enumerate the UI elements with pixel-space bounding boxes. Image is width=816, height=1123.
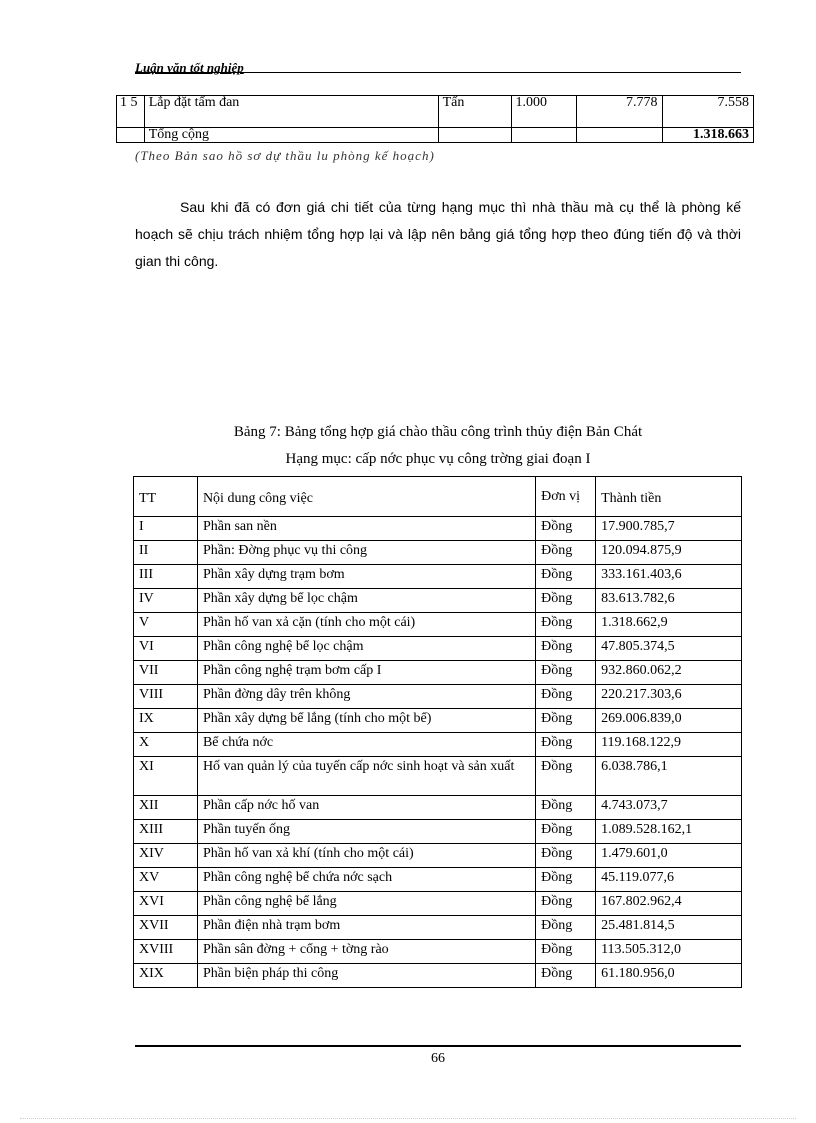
row-amount: 45.119.077,6 <box>596 868 742 892</box>
row-content: Phần đờng dây trên không <box>197 685 535 709</box>
row-content: Phần sân đờng + cổng + tờng rào <box>197 940 535 964</box>
row-content: Hố van quản lý của tuyến cấp nớc sinh hoạt và sản xuất <box>197 757 535 796</box>
row-content: Phần điện nhà trạm bơm <box>197 916 535 940</box>
row-unit: Đồng <box>536 517 596 541</box>
table-row <box>134 661 742 685</box>
row-unit: Đồng <box>536 868 596 892</box>
row-unit: Đồng <box>536 964 596 988</box>
table-row <box>134 589 742 613</box>
row-content: Phần xây dựng trạm bơm <box>197 565 535 589</box>
total-label: Tổng cộng <box>144 128 438 143</box>
cost-continuation-table <box>116 95 754 143</box>
row-unit: Đồng <box>536 844 596 868</box>
row-unit: Đồng <box>536 796 596 820</box>
row-tt: XVIII <box>134 940 198 964</box>
row-unit: Đồng <box>536 685 596 709</box>
row-amount: 47.805.374,5 <box>596 637 742 661</box>
row-content: Phần hố van xả cặn (tính cho một cái) <box>197 613 535 637</box>
row-tt: XIX <box>134 964 198 988</box>
header-divider <box>135 72 741 73</box>
page-number: 66 <box>431 1051 445 1066</box>
header-tt: TT <box>134 477 198 517</box>
row-tt: XIII <box>134 820 198 844</box>
row-tt: I <box>134 517 198 541</box>
row-amount: 17.900.785,7 <box>596 517 742 541</box>
row-amount: 113.505.312,0 <box>596 940 742 964</box>
row-tt: XVII <box>134 916 198 940</box>
row-content: Phần hố van xả khí (tính cho một cái) <box>197 844 535 868</box>
table-row <box>117 96 754 128</box>
table-subcaption: Hạng mục: cấp nớc phục vụ công trờng giai đoạn I <box>285 451 591 467</box>
row-amount: 333.161.403,6 <box>596 565 742 589</box>
row-amount: 269.006.839,0 <box>596 709 742 733</box>
bid-summary-table <box>133 476 742 988</box>
header-amount: Thành tiền <box>596 477 742 517</box>
row-content: Phần công nghệ bể lọc chậm <box>197 637 535 661</box>
row-unit: Đồng <box>536 589 596 613</box>
row-unit: Đồng <box>536 541 596 565</box>
row-content: Phần xây dựng bể lắng (tính cho một bể) <box>197 709 535 733</box>
table-row <box>134 796 742 820</box>
row-content: Phần: Đờng phục vụ thi công <box>197 541 535 565</box>
row-amount: 83.613.782,6 <box>596 589 742 613</box>
body-paragraph <box>135 194 741 275</box>
total-row <box>117 128 754 143</box>
row-tt: IX <box>134 709 198 733</box>
row-unit: Đồng <box>536 637 596 661</box>
row-tt: VI <box>134 637 198 661</box>
row-tt: XV <box>134 868 198 892</box>
row-content: Lắp đặt tấm đan <box>144 96 438 128</box>
row-amount: 167.802.962,4 <box>596 892 742 916</box>
row-unit: Đồng <box>536 757 596 796</box>
table-row <box>134 892 742 916</box>
header-title: Luận văn tốt nghiệp <box>135 60 244 75</box>
total-amount: 1.318.663 <box>662 128 753 143</box>
table-row <box>134 637 742 661</box>
table-row <box>134 964 742 988</box>
row-amount: 6.038.786,1 <box>596 757 742 796</box>
row-tt: V <box>134 613 198 637</box>
row-amount: 7.558 <box>662 96 753 128</box>
row-content: Phần san nền <box>197 517 535 541</box>
row-content: Phần biện pháp thi công <box>197 964 535 988</box>
row-tt: XVI <box>134 892 198 916</box>
row-unit: Tấn <box>438 96 511 128</box>
row-unit: Đồng <box>536 892 596 916</box>
row-amount: 61.180.956,0 <box>596 964 742 988</box>
row-content: Bể chứa nớc <box>197 733 535 757</box>
table-row <box>134 541 742 565</box>
row-unit-price: 7.778 <box>577 96 662 128</box>
footer-divider <box>135 1045 741 1047</box>
row-content: Phần xây dựng bể lọc chậm <box>197 589 535 613</box>
row-amount: 932.860.062,2 <box>596 661 742 685</box>
row-amount: 4.743.073,7 <box>596 796 742 820</box>
row-amount: 1.318.662,9 <box>596 613 742 637</box>
source-note: (Theo Bản sao hồ sơ dự thầu lu phòng kế hoạch) <box>135 148 435 163</box>
table-row <box>134 940 742 964</box>
table-row <box>134 709 742 733</box>
row-tt: IV <box>134 589 198 613</box>
header-content: Nội dung công việc <box>197 477 535 517</box>
table-row <box>134 757 742 796</box>
row-amount: 119.168.122,9 <box>596 733 742 757</box>
row-number: 1 5 <box>117 96 145 128</box>
table-row <box>134 565 742 589</box>
table-row <box>134 916 742 940</box>
row-unit: Đồng <box>536 733 596 757</box>
row-tt: XIV <box>134 844 198 868</box>
row-unit: Đồng <box>536 565 596 589</box>
row-tt: VIII <box>134 685 198 709</box>
row-content: Phần cấp nớc hố van <box>197 796 535 820</box>
table-caption: Bảng 7: Bảng tổng hợp giá chào thầu công trình thủy điện Bản Chát <box>233 424 643 440</box>
page-bottom-divider <box>20 1118 796 1119</box>
table-row <box>134 685 742 709</box>
row-content: Phần công nghệ bể chứa nớc sạch <box>197 868 535 892</box>
table-header-row <box>134 477 742 517</box>
row-content: Phần tuyến ống <box>197 820 535 844</box>
row-unit: Đồng <box>536 709 596 733</box>
row-unit: Đồng <box>536 820 596 844</box>
row-amount: 1.479.601,0 <box>596 844 742 868</box>
header-unit: Đơn vị <box>536 477 596 517</box>
table-row <box>134 517 742 541</box>
table-row <box>134 844 742 868</box>
row-amount: 220.217.303,6 <box>596 685 742 709</box>
table-row <box>134 733 742 757</box>
table-row <box>134 820 742 844</box>
row-tt: VII <box>134 661 198 685</box>
row-amount: 1.089.528.162,1 <box>596 820 742 844</box>
row-tt: XI <box>134 757 198 796</box>
row-tt: X <box>134 733 198 757</box>
row-amount: 25.481.814,5 <box>596 916 742 940</box>
row-amount: 120.094.875,9 <box>596 541 742 565</box>
table-body <box>134 517 742 988</box>
row-quantity: 1.000 <box>511 96 577 128</box>
row-unit: Đồng <box>536 916 596 940</box>
row-content: Phần công nghệ bể lắng <box>197 892 535 916</box>
row-tt: XII <box>134 796 198 820</box>
row-unit: Đồng <box>536 613 596 637</box>
row-unit: Đồng <box>536 940 596 964</box>
row-tt: II <box>134 541 198 565</box>
paragraph-text: Sau khi đã có đơn giá chi tiết của từng hạng mục thì nhà thầu mà cụ thể là phòng kế hoạch sẽ chịu trách nhiệm tổng hợp lại và lập nên bảng giá tổng hợp theo đúng tiến độ và thời gian thi công. <box>135 199 741 269</box>
row-content: Phần công nghệ trạm bơm cấp I <box>197 661 535 685</box>
row-unit: Đồng <box>536 661 596 685</box>
table-row <box>134 868 742 892</box>
row-tt: III <box>134 565 198 589</box>
table-row <box>134 613 742 637</box>
